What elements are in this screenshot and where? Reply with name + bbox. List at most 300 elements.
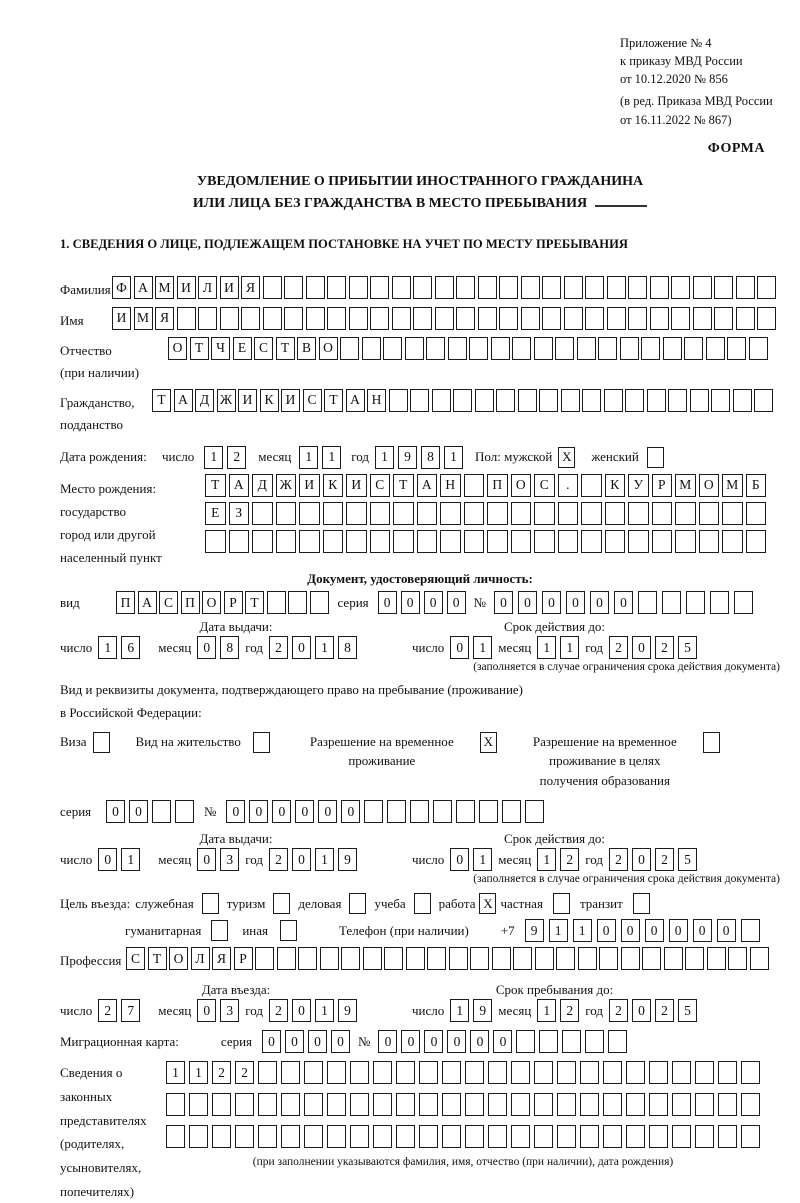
char-cell: 2 <box>235 1061 254 1084</box>
representatives-label: Сведения о законных представителях (родителях, усыновителях, попечителях) <box>60 1065 147 1199</box>
year-label: год <box>585 851 604 867</box>
char-cell <box>327 276 346 299</box>
char-cell: В <box>297 337 316 360</box>
char-cell <box>440 530 461 553</box>
stay-year-cells <box>609 999 697 1022</box>
phone-cells <box>525 919 760 942</box>
char-cell: 1 <box>549 919 568 942</box>
char-cell <box>585 276 604 299</box>
char-cell <box>229 530 250 553</box>
char-cell <box>534 1093 553 1116</box>
char-cell: А <box>174 389 193 412</box>
char-cell: К <box>605 474 626 497</box>
year-label: год <box>351 449 370 465</box>
transit-checkbox <box>633 893 650 914</box>
char-cell: 0 <box>378 1030 397 1053</box>
char-cell <box>556 947 575 970</box>
char-cell <box>542 307 561 330</box>
char-cell: Я <box>241 276 260 299</box>
humanitarian-phone-row <box>60 919 780 942</box>
char-cell <box>558 502 579 525</box>
char-cell <box>426 337 445 360</box>
char-cell <box>442 1125 461 1148</box>
char-cell <box>235 1125 254 1148</box>
char-cell <box>642 947 661 970</box>
private-label: частная <box>500 895 543 911</box>
char-cell <box>699 502 720 525</box>
char-cell <box>603 1061 622 1084</box>
doc-kind-cells <box>116 591 329 614</box>
char-cell <box>277 947 296 970</box>
char-cell <box>585 1030 604 1053</box>
char-cell: Б <box>746 474 767 497</box>
char-cell: 5 <box>678 848 697 871</box>
char-cell <box>675 502 696 525</box>
char-cell <box>175 800 194 823</box>
char-cell: 0 <box>632 999 651 1022</box>
char-cell <box>410 389 429 412</box>
char-cell <box>384 947 403 970</box>
humanitarian-checkbox <box>211 920 228 941</box>
char-cell: Е <box>233 337 252 360</box>
char-cell <box>525 800 544 823</box>
doc-issue-year-cells <box>269 636 357 659</box>
profession-label: Профессия <box>60 953 122 969</box>
char-cell: А <box>138 591 157 614</box>
char-cell <box>235 1093 254 1116</box>
char-cell: 3 <box>220 848 239 871</box>
char-cell: . <box>558 474 579 497</box>
char-cell: 0 <box>590 591 609 614</box>
surname-cells <box>112 276 776 299</box>
doc-number-cells <box>494 591 753 614</box>
representatives-block <box>60 1061 780 1203</box>
char-cell <box>478 276 497 299</box>
char-cell <box>685 947 704 970</box>
stay-until-label: Срок пребывания до: <box>495 982 614 998</box>
char-cell <box>626 1061 645 1084</box>
char-cell <box>370 307 389 330</box>
char-cell <box>580 1061 599 1084</box>
char-cell <box>502 800 521 823</box>
char-cell <box>373 1093 392 1116</box>
char-cell <box>710 591 729 614</box>
char-cell <box>393 530 414 553</box>
char-cell <box>581 502 602 525</box>
char-cell <box>465 1125 484 1148</box>
char-cell <box>580 1093 599 1116</box>
title-line-2: ИЛИ ЛИЦА БЕЗ ГРАЖДАНСТВА В МЕСТО ПРЕБЫВАНИЯ <box>60 193 780 215</box>
surname-row <box>60 276 780 301</box>
char-cell <box>695 1061 714 1084</box>
char-cell <box>511 502 532 525</box>
char-cell <box>362 337 381 360</box>
char-cell <box>396 1061 415 1084</box>
char-cell <box>736 276 755 299</box>
char-cell <box>346 502 367 525</box>
char-cell <box>741 1061 760 1084</box>
day-label: число <box>412 1002 445 1018</box>
char-cell: 3 <box>220 999 239 1022</box>
char-cell: 1 <box>537 636 556 659</box>
char-cell <box>487 502 508 525</box>
official-checkbox <box>202 893 219 914</box>
char-cell <box>492 947 511 970</box>
char-cell: Т <box>205 474 226 497</box>
char-cell <box>370 530 391 553</box>
char-cell: 1 <box>473 636 492 659</box>
char-cell <box>733 389 752 412</box>
char-cell: Т <box>245 591 264 614</box>
char-cell <box>757 276 776 299</box>
char-cell <box>686 591 705 614</box>
char-cell <box>534 1061 553 1084</box>
char-cell <box>628 502 649 525</box>
char-cell: 9 <box>525 919 544 942</box>
char-cell: 1 <box>315 636 334 659</box>
char-cell <box>392 276 411 299</box>
valid-until-label: Срок действия до: <box>503 831 606 847</box>
char-cell: П <box>487 474 508 497</box>
day-label: число <box>60 851 93 867</box>
char-cell <box>340 337 359 360</box>
tourism-label: туризм <box>226 895 266 911</box>
char-cell <box>599 947 618 970</box>
char-cell <box>499 307 518 330</box>
char-cell <box>564 307 583 330</box>
char-cell: 0 <box>318 800 337 823</box>
char-cell <box>327 1061 346 1084</box>
char-cell <box>276 502 297 525</box>
stay-month-cells <box>537 999 579 1022</box>
char-cell: 9 <box>473 999 492 1022</box>
char-cell <box>435 276 454 299</box>
edition-line: (в ред. Приказа МВД России <box>620 94 773 109</box>
year-label: год <box>245 851 264 867</box>
char-cell <box>607 307 626 330</box>
char-cell <box>521 307 540 330</box>
temp-residence-edu-label: Разрешение на временное проживание в целях получения образования <box>532 733 677 788</box>
char-cell <box>714 307 733 330</box>
birth-month-cells <box>299 446 341 469</box>
temp-residence-option <box>298 732 497 771</box>
temp-residence-checkbox: X <box>480 732 497 753</box>
given-name-label: Имя <box>60 312 84 328</box>
char-cell <box>625 389 644 412</box>
char-cell <box>557 1061 576 1084</box>
appendix-line: от 10.12.2020 № 856 <box>620 72 728 87</box>
char-cell: 2 <box>609 999 628 1022</box>
char-cell <box>555 337 574 360</box>
rvp-valid-day-cells <box>450 848 492 871</box>
char-cell: 2 <box>655 848 674 871</box>
char-cell: 1 <box>299 446 318 469</box>
char-cell <box>663 337 682 360</box>
char-cell: 5 <box>678 999 697 1022</box>
char-cell <box>626 1125 645 1148</box>
char-cell <box>706 337 725 360</box>
char-cell: 0 <box>614 591 633 614</box>
char-cell: Т <box>152 389 171 412</box>
birth-place-cells <box>205 474 766 553</box>
char-cell <box>662 591 681 614</box>
char-cell <box>306 276 325 299</box>
char-cell <box>488 1093 507 1116</box>
char-cell <box>499 276 518 299</box>
day-label: число <box>412 851 445 867</box>
char-cell <box>267 591 286 614</box>
identity-doc-heading: Документ, удостоверяющий личность: <box>307 571 533 587</box>
char-cell: 0 <box>450 636 469 659</box>
char-cell: 0 <box>197 999 216 1022</box>
char-cell: 0 <box>295 800 314 823</box>
char-cell: 0 <box>292 848 311 871</box>
char-cell <box>695 1125 714 1148</box>
transit-label: транзит <box>579 895 623 911</box>
char-cell: М <box>134 307 153 330</box>
char-cell <box>281 1061 300 1084</box>
birth-place-row <box>60 474 780 570</box>
char-cell: 0 <box>597 919 616 942</box>
char-cell <box>393 502 414 525</box>
form-label: ФОРМА <box>707 140 765 156</box>
char-cell: М <box>722 474 743 497</box>
char-cell: 0 <box>424 591 443 614</box>
doc-valid-group <box>412 619 697 659</box>
char-cell <box>464 502 485 525</box>
study-label: учеба <box>374 895 406 911</box>
char-cell <box>641 337 660 360</box>
char-cell <box>189 1093 208 1116</box>
char-cell: 2 <box>655 636 674 659</box>
doc-series-label: серия <box>337 594 369 610</box>
char-cell <box>435 307 454 330</box>
right-doc-options <box>60 732 780 791</box>
char-cell <box>177 307 196 330</box>
char-cell: 0 <box>447 591 466 614</box>
char-cell <box>284 307 303 330</box>
char-cell: С <box>159 591 178 614</box>
char-cell: 2 <box>269 636 288 659</box>
char-cell: 8 <box>220 636 239 659</box>
char-cell <box>341 947 360 970</box>
char-cell <box>672 1125 691 1148</box>
char-cell: А <box>134 276 153 299</box>
char-cell <box>711 389 730 412</box>
char-cell <box>304 1093 323 1116</box>
char-cell <box>405 337 424 360</box>
char-cell: 0 <box>262 1030 281 1053</box>
char-cell <box>512 337 531 360</box>
entry-date-label: Дата въезда: <box>201 982 271 998</box>
month-label: месяц <box>258 449 292 465</box>
business-label: деловая <box>298 895 342 911</box>
char-cell: У <box>628 474 649 497</box>
char-cell <box>671 307 690 330</box>
private-checkbox <box>553 893 570 914</box>
birth-date-label: Дата рождения: <box>60 449 147 465</box>
char-cell: С <box>254 337 273 360</box>
char-cell <box>652 502 673 525</box>
char-cell <box>327 307 346 330</box>
char-cell: 0 <box>542 591 561 614</box>
rvp-number-cells <box>226 800 544 823</box>
char-cell: 0 <box>717 919 736 942</box>
char-cell <box>284 276 303 299</box>
char-cell <box>513 947 532 970</box>
char-cell <box>496 389 515 412</box>
entry-date-group <box>60 982 412 1022</box>
char-cell <box>487 530 508 553</box>
appendix-line: к приказу МВД России <box>620 54 743 69</box>
char-cell: 0 <box>249 800 268 823</box>
right-doc-paragraph: Вид и реквизиты документа, подтверждающего право на пребывание (проживание) в Российской Федерации: <box>60 682 524 720</box>
char-cell: 0 <box>518 591 537 614</box>
female-label: женский <box>591 449 639 465</box>
char-cell: 2 <box>98 999 117 1022</box>
char-cell: 0 <box>129 800 148 823</box>
char-cell: И <box>346 474 367 497</box>
char-cell: Р <box>234 947 253 970</box>
char-cell: Т <box>393 474 414 497</box>
work-label: работа <box>438 895 476 911</box>
char-cell <box>693 276 712 299</box>
representatives-cells <box>166 1061 760 1148</box>
surname-label: Фамилия <box>60 282 111 298</box>
char-cell <box>746 530 767 553</box>
char-cell <box>511 1061 530 1084</box>
char-cell: К <box>260 389 279 412</box>
doc-valid-year-cells <box>609 636 697 659</box>
char-cell: 2 <box>609 636 628 659</box>
char-cell <box>736 307 755 330</box>
char-cell: Л <box>191 947 210 970</box>
title-line-1: УВЕДОМЛЕНИЕ О ПРИБЫТИИ ИНОСТРАННОГО ГРАЖДАНИНА <box>196 173 644 189</box>
char-cell: М <box>675 474 696 497</box>
char-cell <box>396 1093 415 1116</box>
year-label: год <box>585 639 604 655</box>
document-title <box>60 171 780 216</box>
char-cell <box>539 389 558 412</box>
char-cell <box>349 276 368 299</box>
char-cell <box>534 1125 553 1148</box>
char-cell: Н <box>367 389 386 412</box>
representatives-row-3 <box>166 1125 760 1148</box>
birth-place-row-3 <box>205 530 766 553</box>
char-cell <box>707 947 726 970</box>
char-cell <box>539 1030 558 1053</box>
char-cell <box>453 389 472 412</box>
char-cell: 0 <box>450 848 469 871</box>
char-cell <box>212 1093 231 1116</box>
char-cell: 0 <box>424 1030 443 1053</box>
validity-note: (заполняется в случае ограничения срока действия документа) <box>473 661 780 674</box>
char-cell <box>607 276 626 299</box>
char-cell: С <box>126 947 145 970</box>
char-cell: 2 <box>655 999 674 1022</box>
form-body <box>60 276 780 1203</box>
char-cell <box>604 389 623 412</box>
char-cell <box>718 1125 737 1148</box>
char-cell <box>699 530 720 553</box>
given-name-row <box>60 307 780 332</box>
month-label: месяц <box>498 851 532 867</box>
char-cell: 5 <box>678 636 697 659</box>
day-label: число <box>162 449 195 465</box>
mk-series-label: серия <box>220 1033 253 1049</box>
char-cell: Е <box>205 502 226 525</box>
char-cell: 1 <box>98 636 117 659</box>
char-cell: 0 <box>494 591 513 614</box>
char-cell: 7 <box>121 999 140 1022</box>
char-cell <box>535 947 554 970</box>
phone-label: Телефон (при наличии) <box>338 922 469 938</box>
char-cell: 0 <box>669 919 688 942</box>
char-cell <box>562 1030 581 1053</box>
year-label: год <box>245 1002 264 1018</box>
char-cell <box>722 502 743 525</box>
char-cell: 0 <box>292 636 311 659</box>
entry-day-cells <box>98 999 140 1022</box>
char-cell <box>534 530 555 553</box>
char-cell: А <box>346 389 365 412</box>
char-cell <box>605 502 626 525</box>
birth-place-label: Место рождения: государство город или другой населенный пункт <box>60 480 162 566</box>
char-cell: С <box>303 389 322 412</box>
char-cell <box>652 530 673 553</box>
char-cell <box>363 947 382 970</box>
entry-dates <box>60 982 780 1022</box>
patronymic-row <box>60 337 780 384</box>
doc-kind-label: вид <box>60 594 80 610</box>
char-cell <box>580 1125 599 1148</box>
char-cell <box>166 1125 185 1148</box>
char-cell <box>258 1061 277 1084</box>
residence-permit-option <box>136 732 270 753</box>
doc-issue-day-cells <box>98 636 140 659</box>
char-cell <box>649 1093 668 1116</box>
rvp-issue-group <box>60 831 412 871</box>
char-cell <box>620 337 639 360</box>
other-checkbox <box>280 920 297 941</box>
char-cell <box>757 307 776 330</box>
valid-until-label: Срок действия до: <box>503 619 606 635</box>
char-cell <box>370 276 389 299</box>
char-cell <box>727 337 746 360</box>
char-cell <box>456 800 475 823</box>
char-cell <box>741 919 760 942</box>
char-cell <box>465 1061 484 1084</box>
char-cell <box>410 800 429 823</box>
char-cell <box>350 1093 369 1116</box>
char-cell <box>323 530 344 553</box>
char-cell: С <box>534 474 555 497</box>
char-cell <box>521 276 540 299</box>
char-cell <box>675 530 696 553</box>
char-cell <box>734 591 753 614</box>
char-cell <box>626 1093 645 1116</box>
char-cell <box>396 1125 415 1148</box>
char-cell <box>690 389 709 412</box>
entry-year-cells <box>269 999 357 1022</box>
temp-residence-edu-checkbox <box>703 732 720 753</box>
char-cell: 8 <box>421 446 440 469</box>
char-cell <box>671 276 690 299</box>
migration-card-row <box>60 1030 780 1053</box>
char-cell: 0 <box>272 800 291 823</box>
char-cell: 1 <box>444 446 463 469</box>
char-cell <box>475 389 494 412</box>
